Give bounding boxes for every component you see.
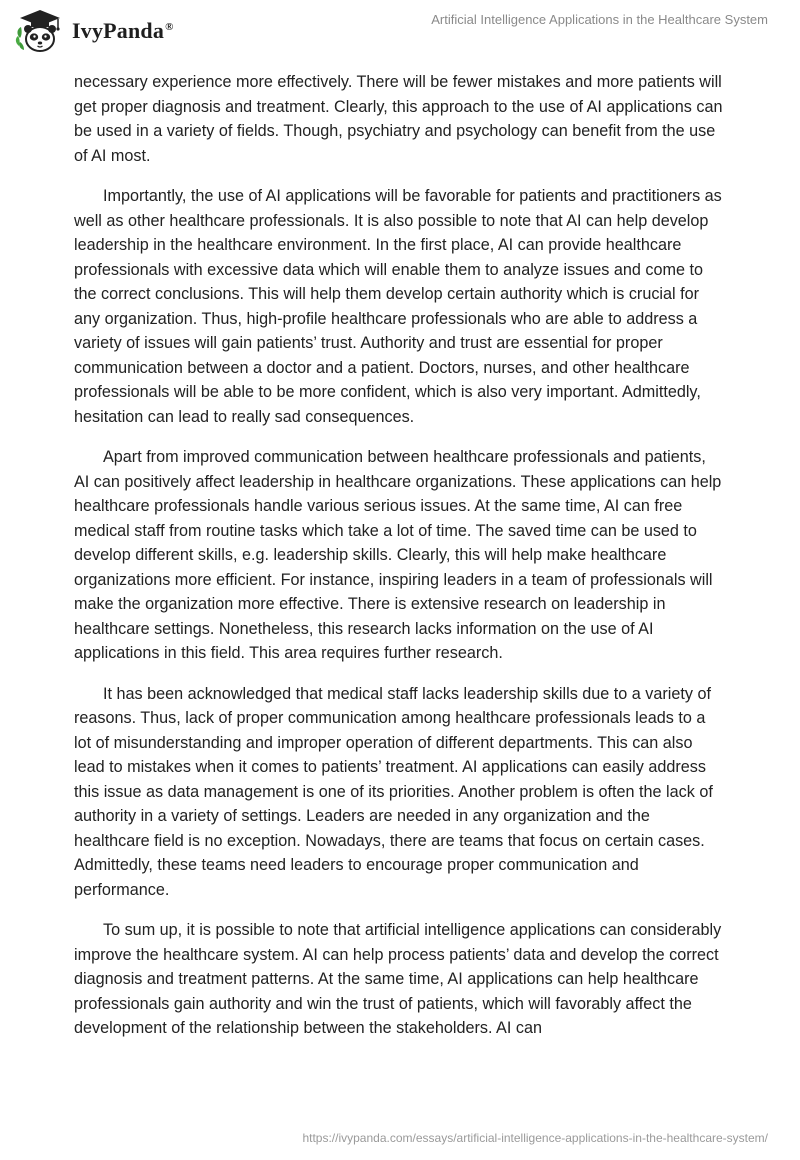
logo-name: IvyPanda (72, 18, 165, 43)
registered-mark: ® (165, 20, 174, 33)
logo-wordmark (72, 18, 174, 44)
document-title: Artificial Intelligence Applications in the Healthcare System (431, 12, 768, 27)
panda-graduate-icon (14, 8, 66, 54)
paragraph: Importantly, the use of AI applications will be favorable for patients and practitioners as well as other healthcare professionals. It is also possible to note that AI can help develop leadership in the healthcare environment. In the first place, AI can provide healthcare professionals with excessive data which will enable them to analyze issues and come to the correct conclusions. This will help them develop certain authority which is crucial for any organization. Thus, high-profile healthcare professionals who are able to address a variety of issues will gain patients’ trust. Authority and trust are essential for proper communication between a doctor and a patient. Doctors, nurses, and other healthcare professionals will be able to be more confident, which is also very important. Admittedly, hesitation can lead to really sad consequences. (74, 187, 722, 426)
page-header (0, 0, 800, 64)
paragraph: It has been acknowledged that medical staff lacks leadership skills due to a variety of reasons. Thus, lack of proper communication among healthcare professionals leads to a lot of misunderstanding and improper operation of different departments. This can also lead to mistakes when it comes to patients’ treatment. AI applications can easily address this issue as data management is one of its priorities. Another problem is often the lack of authority in a variety of settings. Leaders are needed in any organization and the healthcare field is no exception. Nowadays, there are teams that focus on certain cases. Admittedly, these teams need leaders to encourage proper communication and performance. (74, 684, 713, 899)
paragraph: Apart from improved communication between healthcare professionals and patients, AI can positively affect leadership in healthcare organizations. These applications can help healthcare professionals handle various serious issues. At the same time, AI can free medical staff from routine tasks which take a lot of time. The saved time can be used to develop different skills, e.g. leadership skills. Clearly, this will help make healthcare organizations more efficient. For instance, inspiring leaders in a team of professionals will make the organization more effective. There is extensive research on leadership in healthcare settings. Nonetheless, this research lacks information on the use of AI applications in this field. This area requires further research. (74, 448, 722, 662)
source-url[interactable]: https://ivypanda.com/essays/artificial-intelligence-applications-in-the-healthcare-system/ (302, 1131, 768, 1145)
essay-body (74, 70, 724, 1057)
paragraph: To sum up, it is possible to note that artificial intelligence applications can considerably improve the healthcare system. AI can help process patients’ data and develop the correct diagnosis and treatment patterns. At the same time, AI applications can help healthcare professionals gain authority and win the trust of patients, which will favorably affect the development of the relationship between the stakeholders. AI can (74, 921, 722, 1037)
ivypanda-logo[interactable] (14, 8, 174, 54)
paragraph: necessary experience more effectively. There will be fewer mistakes and more patients will get proper diagnosis and treatment. Clearly, this approach to the use of AI applications can be used in a variety of fields. Though, psychiatry and psychology can benefit from the use of AI most. (74, 73, 723, 165)
